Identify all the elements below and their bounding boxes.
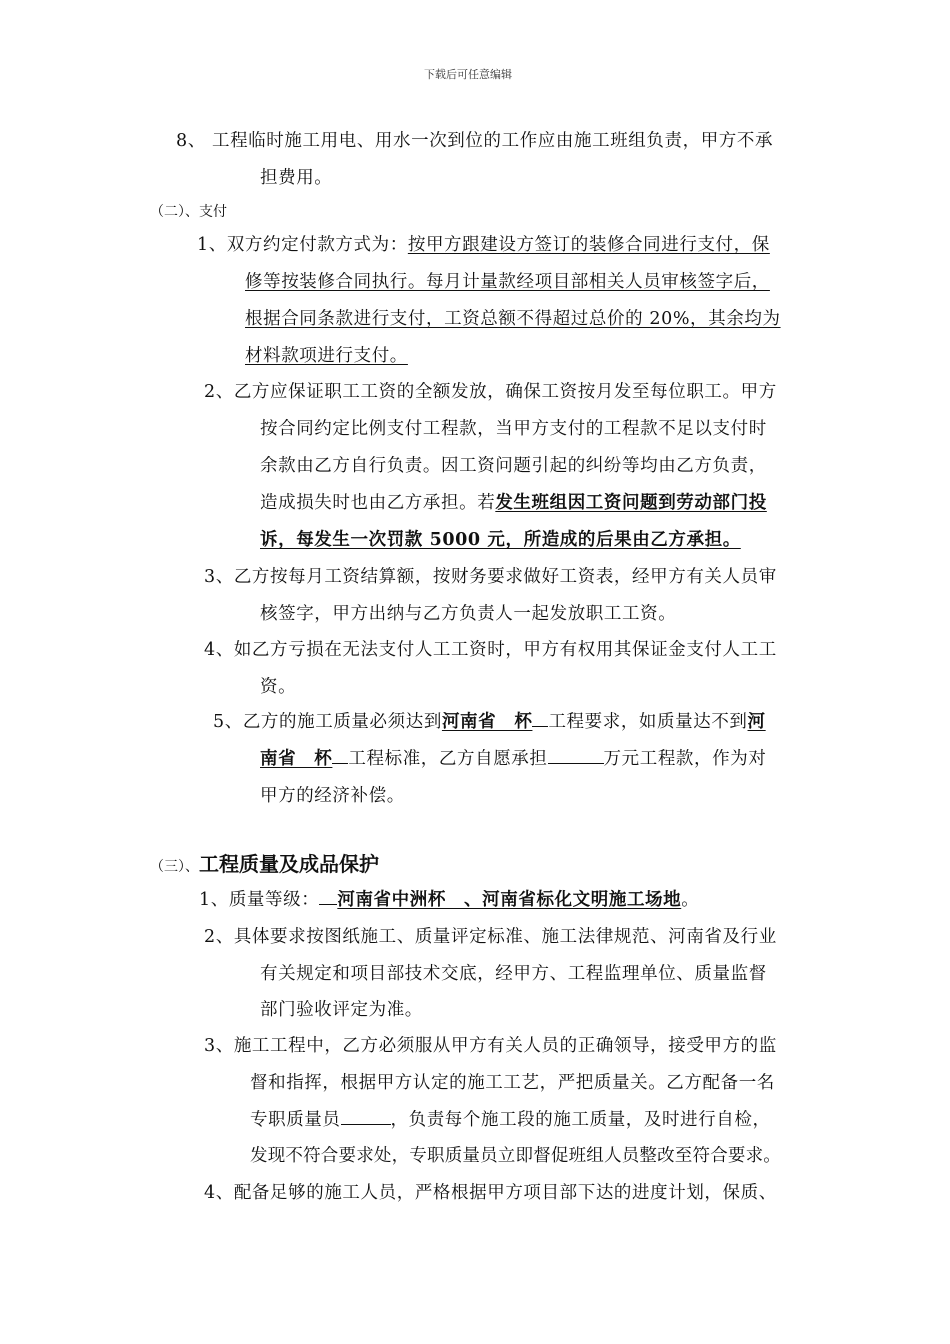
quality-q3-line3-suffix: ，负责每个施工段的施工质量，及时进行自检， <box>390 1110 771 1130</box>
payment-p4-line1: 4、如乙方亏损在无法支付人工工资时，甲方有权用其保证金支付人工工 <box>204 640 777 660</box>
payment-p4-line2: 资。 <box>260 677 297 697</box>
quality-q2-line2: 有关规定和项目部技术交底，经甲方、工程监理单位、质量监督 <box>260 964 767 984</box>
quality-q2-line1: 2、具体要求按图纸施工、质量评定标准、施工法律规范、河南省及行业 <box>204 927 777 947</box>
payment-p1-line4: 材料款项进行支付。 <box>245 346 408 366</box>
quality-q1-pad <box>319 888 337 905</box>
payment-p1-line1 <box>197 231 770 256</box>
payment-p5-mid: 工程要求，如质量达不到 <box>548 712 748 732</box>
payment-p3-line1: 3、乙方按每月工资结算额，按财务要求做好工资表，经甲方有关人员审 <box>204 567 777 587</box>
quality-q3-line4: 发现不符合要求处，专职质量员立即督促班组人员整改至符合要求。 <box>250 1146 781 1166</box>
payment-p5-award2b: 南省 杯 <box>260 749 333 769</box>
payment-p5-line2 <box>260 745 766 770</box>
payment-p2-line1: 2、乙方应保证职工工资的全额发放，确保工资按月发至每位职工。甲方 <box>204 382 777 402</box>
payment-p5-line1 <box>213 708 766 733</box>
section-2-title: （二）、支付 <box>150 204 227 220</box>
quality-q3-line3-prefix: 专职质量员 <box>250 1110 341 1130</box>
quality-q3-line2: 督和指挥，根据甲方认定的施工工艺，严把质量关。乙方配备一名 <box>250 1073 775 1093</box>
quality-q3-line3 <box>250 1106 771 1131</box>
payment-p5-amount-blank <box>548 747 604 764</box>
item-8-line2: 担费用。 <box>260 168 333 188</box>
payment-p1-line2: 修等按装修合同执行。每月计量款经项目部相关人员审核签字后， <box>245 272 770 292</box>
section-3-title: 工程质量及成品保护 <box>199 852 379 876</box>
payment-p5-prefix: 5、乙方的施工质量必须达到 <box>213 712 442 732</box>
quality-q1 <box>199 886 699 911</box>
section-3-heading <box>150 848 379 877</box>
payment-p1-u1: 按甲方跟建设方签订的装修合同进行支付，保 <box>407 235 770 255</box>
payment-p2-penalty-b: 诉，每发生一次罚款 5000 元，所造成的后果由乙方承担。 <box>260 530 741 550</box>
quality-q1-prefix: 1、质量等级： <box>199 890 320 910</box>
item-8-line1: 8、 工程临时施工用电、用水一次到位的工作应由施工班组负责，甲方不承 <box>176 131 774 151</box>
quality-q3-line1: 3、施工工程中，乙方必须服从甲方有关人员的正确领导，接受甲方的监 <box>204 1036 777 1056</box>
payment-p5-mid2: 工程标准，乙方自愿承担 <box>348 749 548 769</box>
page-header: 下载后可任意编辑 <box>424 68 512 81</box>
quality-q2-line3: 部门验收评定为准。 <box>260 1000 423 1020</box>
payment-p1-line3: 根据合同条款进行支付，工资总额不得超过总价的 20%，其余均为 <box>245 309 781 329</box>
payment-p5-line3: 甲方的经济补偿。 <box>260 786 405 806</box>
payment-p5-award2-pad <box>332 747 348 764</box>
quality-inspector-blank <box>341 1108 391 1125</box>
payment-p3-line2: 核签字，甲方出纳与乙方负责人一起发放职工工资。 <box>260 604 677 624</box>
payment-p2-line2: 按合同约定比例支付工程款，当甲方支付的工程款不足以支付时 <box>260 419 767 439</box>
payment-p2-penalty-a: 发生班组因工资问题到劳动部门投 <box>495 493 767 513</box>
payment-p5-award1-pad <box>532 710 548 727</box>
quality-q1-award: 河南省中洲杯 、河南省标化文明施工场地 <box>337 890 682 910</box>
payment-p5-suffix: 万元工程款，作为对 <box>603 749 767 769</box>
payment-p2-line3: 余款由乙方自行负责。因工资问题引起的纠纷等均由乙方负责， <box>260 456 767 476</box>
payment-p2-line4 <box>260 489 767 514</box>
quality-q4-line1: 4、配备足够的施工人员，严格根据甲方项目部下达的进度计划，保质、 <box>204 1183 777 1203</box>
payment-p5-award2a: 河 <box>747 712 766 732</box>
payment-p5-award1: 河南省 杯 <box>441 712 533 732</box>
payment-p1-prefix: 1、双方约定付款方式为： <box>197 235 408 255</box>
quality-q1-suffix: 。 <box>681 890 700 910</box>
section-3-prefix: （三）、 <box>150 859 199 875</box>
payment-p2-line4-prefix: 造成损失时也由乙方承担。若 <box>260 493 496 513</box>
